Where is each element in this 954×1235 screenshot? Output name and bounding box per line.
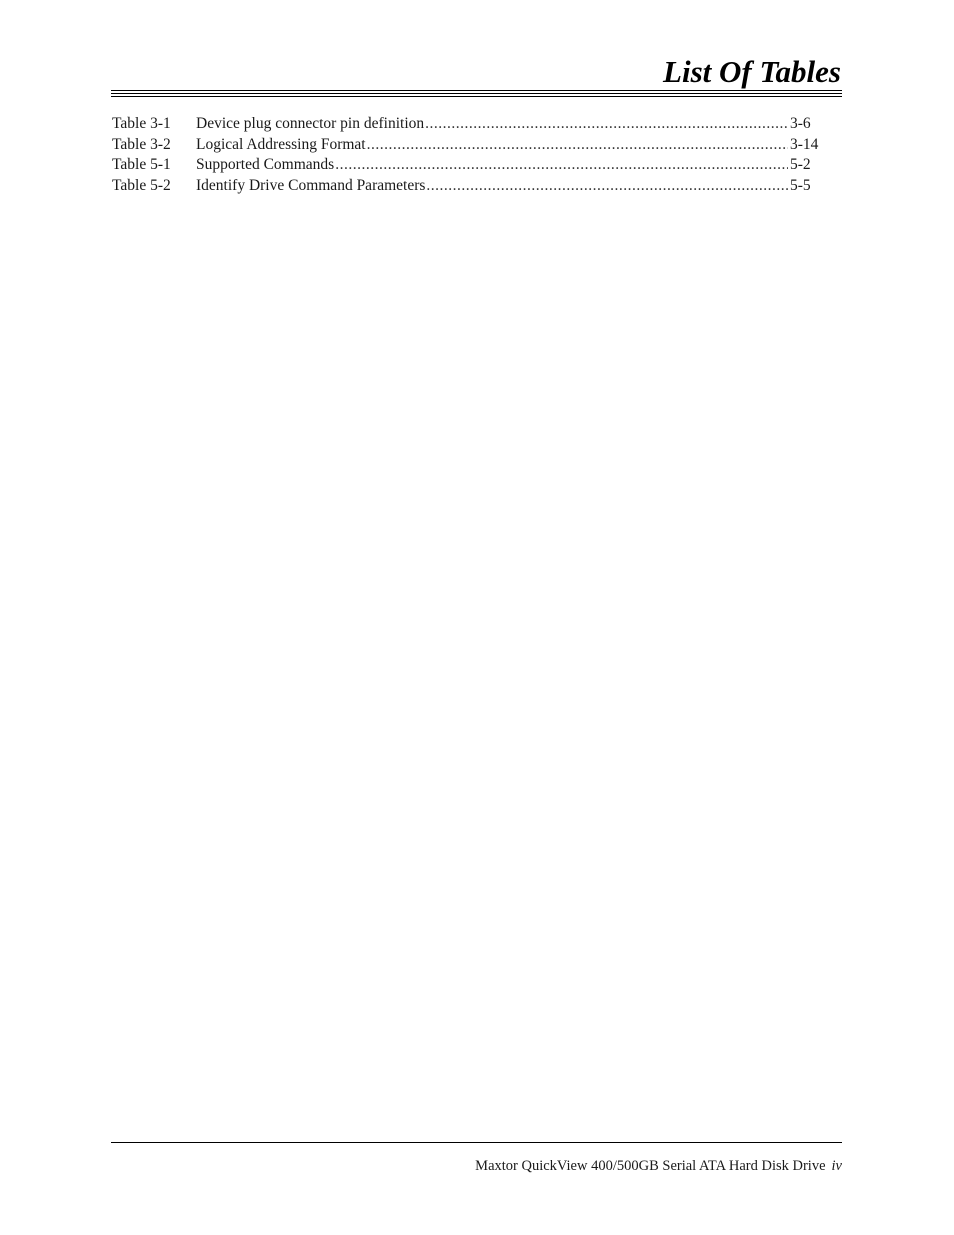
dot-leader: [335, 155, 788, 176]
toc-entry-label: Table 3-1: [112, 115, 171, 132]
toc-entry-title: Supported Commands: [196, 156, 335, 173]
toc-entry-page: 3-14: [790, 135, 819, 153]
list-of-tables: [112, 114, 820, 196]
toc-entry-title: Device plug connector pin definition: [196, 115, 425, 132]
title-rule-top: [111, 90, 842, 91]
toc-entry-table-5-2[interactable]: [112, 176, 820, 197]
toc-entry-label: Table 5-2: [112, 176, 171, 194]
toc-entry-label: Table 3-2: [112, 135, 171, 153]
footer-rule: [111, 1142, 842, 1143]
toc-entry-page: 3-6: [790, 115, 811, 132]
page-footer: [475, 1156, 842, 1176]
toc-entry-label: Table 5-1: [112, 156, 171, 173]
toc-entry-page: 5-2: [790, 156, 811, 173]
toc-entry-table-3-1[interactable]: [112, 114, 820, 135]
footer-page-number: iv: [831, 1158, 842, 1174]
footer-document-title: Maxtor QuickView 400/500GB Serial ATA Hard Disk Drive: [475, 1158, 826, 1174]
toc-entry-table-3-2[interactable]: [112, 135, 820, 156]
toc-entry-title: Logical Addressing Format: [196, 135, 366, 153]
page-title: List Of Tables: [663, 54, 841, 89]
toc-entry-title: Identify Drive Command Parameters: [196, 176, 426, 194]
title-rule-middle: [111, 93, 842, 94]
dot-leader: [426, 176, 788, 197]
toc-entry-page: 5-5: [790, 176, 811, 194]
dot-leader: [367, 135, 788, 156]
title-rule-bottom: [111, 96, 842, 97]
dot-leader: [425, 114, 788, 135]
toc-entry-table-5-1[interactable]: [112, 155, 820, 176]
